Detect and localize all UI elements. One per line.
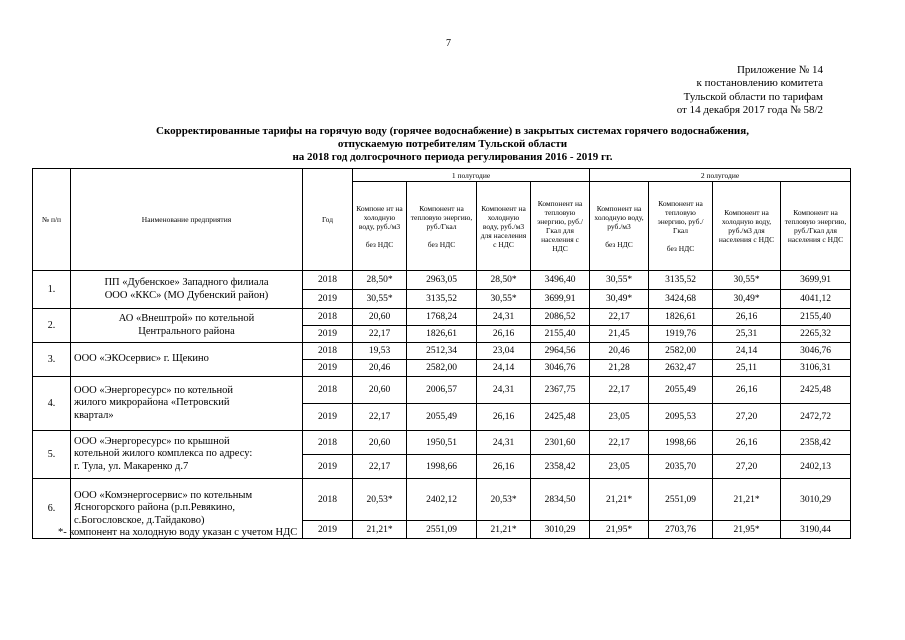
tariff-value: 25,11 [713, 360, 781, 377]
tariff-value: 3106,31 [781, 360, 851, 377]
year-cell: 2019 [303, 455, 353, 479]
tariff-value: 20,60 [353, 377, 407, 404]
tariff-value: 2301,60 [531, 431, 590, 455]
tariff-table [32, 168, 851, 539]
header-text: Компонент на тепловую энергию, руб./Гкал [410, 203, 473, 231]
tariff-value: 24,14 [477, 360, 531, 377]
enterprise-name-line: Центрального района [138, 325, 235, 337]
header-name: Наименование предприятия [71, 169, 303, 271]
tariff-value: 21,28 [590, 360, 649, 377]
table-row [33, 431, 851, 455]
tariff-value: 2632,47 [649, 360, 713, 377]
year-cell: 2019 [303, 404, 353, 431]
tariff-value: 2582,00 [407, 360, 477, 377]
tariff-value: 3190,44 [781, 521, 851, 539]
enterprise-name [71, 377, 303, 431]
tariff-value: 27,20 [713, 455, 781, 479]
tariff-value: 2035,70 [649, 455, 713, 479]
header-h2-heat-pop: Компонент на тепловую энергию, руб./Гкал для населения с НДС [781, 182, 851, 271]
tariff-value: 1998,66 [649, 431, 713, 455]
tariff-value: 20,46 [590, 343, 649, 360]
header-half2: 2 полугодие [590, 169, 851, 182]
year-cell: 2019 [303, 326, 353, 343]
footnote: *- компонент на холодную воду указан с учетом НДС [58, 527, 298, 538]
tariff-value: 1826,61 [407, 326, 477, 343]
title-line: отпускаемую потребителям Тульской области [337, 138, 568, 150]
tariff-value: 1768,24 [407, 309, 477, 326]
enterprise-name-line: ООО «Энергоресурс» по крышной [74, 435, 230, 447]
tariff-value: 23,05 [590, 404, 649, 431]
header-text: Компоне нт на холодную воду, руб./м3 [356, 203, 403, 231]
header-h1-cold-water [353, 182, 407, 271]
tariff-value: 2963,05 [407, 271, 477, 290]
tariff-value: 1826,61 [649, 309, 713, 326]
tariff-value: 22,17 [353, 326, 407, 343]
tariff-value: 25,31 [713, 326, 781, 343]
tariff-value: 22,17 [353, 455, 407, 479]
tariff-value: 21,95* [713, 521, 781, 539]
tariff-value: 2358,42 [531, 455, 590, 479]
tariff-value: 2265,32 [781, 326, 851, 343]
header-h2-cold-water-pop: Компонент на холодную воду, руб./м3 для населения с НДС [713, 182, 781, 271]
tariff-value: 2964,56 [531, 343, 590, 360]
tariff-value: 21,21* [353, 521, 407, 539]
enterprise-name-line: Ясногорского района (р.п.Ревякино, [74, 502, 236, 514]
tariff-value: 21,21* [590, 479, 649, 521]
tariff-value: 2358,42 [781, 431, 851, 455]
appendix-line: к постановлению комитета [696, 77, 823, 90]
tariff-value: 3699,91 [531, 290, 590, 309]
tariff-value: 21,45 [590, 326, 649, 343]
tariff-value: 3010,29 [781, 479, 851, 521]
tariff-value: 19,53 [353, 343, 407, 360]
tariff-value: 24,14 [713, 343, 781, 360]
header-text: Компонент на тепловую энергию, руб./Гкал [657, 199, 704, 235]
tariff-value: 20,60 [353, 431, 407, 455]
tariff-value: 20,53* [353, 479, 407, 521]
tariff-value: 2425,48 [531, 404, 590, 431]
tariff-value: 2055,49 [649, 377, 713, 404]
tariff-value: 2402,13 [781, 455, 851, 479]
enterprise-name [71, 343, 303, 377]
tariff-value: 1998,66 [407, 455, 477, 479]
tariff-value: 24,31 [477, 431, 531, 455]
tariff-value: 30,49* [590, 290, 649, 309]
tariff-value: 30,55* [713, 271, 781, 290]
table-row [33, 377, 851, 404]
tariff-value: 2703,76 [649, 521, 713, 539]
header-h2-cold-water [590, 182, 649, 271]
enterprise-name-line: ООО «Энергоресурс» по котельной [74, 384, 234, 396]
year-cell: 2018 [303, 479, 353, 521]
tariff-value: 2155,40 [531, 326, 590, 343]
year-cell: 2019 [303, 360, 353, 377]
tariff-value: 21,21* [477, 521, 531, 539]
header-num: № п/п [33, 169, 71, 271]
tariff-value: 3010,29 [531, 521, 590, 539]
year-cell: 2019 [303, 290, 353, 309]
row-number: 1. [33, 271, 71, 309]
enterprise-name [71, 431, 303, 479]
tariff-value: 2367,75 [531, 377, 590, 404]
enterprise-name-line: г. Тула, ул. Макаренко д.7 [74, 460, 189, 472]
tariff-value: 28,50* [477, 271, 531, 290]
tariff-value: 22,17 [590, 377, 649, 404]
tariff-value: 26,16 [713, 431, 781, 455]
document-title [30, 125, 875, 164]
tariff-value: 21,21* [713, 479, 781, 521]
row-number: 2. [33, 309, 71, 343]
tariff-value: 3424,68 [649, 290, 713, 309]
enterprise-name-line: АО «Внештрой» по котельной [118, 313, 255, 324]
tariff-value: 2472,72 [781, 404, 851, 431]
enterprise-name [71, 271, 303, 309]
year-cell: 2018 [303, 431, 353, 455]
enterprise-name-line: ООО «Комэнергосервис» по котельным [74, 489, 253, 501]
tariff-value: 3699,91 [781, 271, 851, 290]
table-row [33, 271, 851, 290]
tariff-value: 22,17 [590, 309, 649, 326]
tariff-value: 30,55* [353, 290, 407, 309]
tariff-value: 2551,09 [407, 521, 477, 539]
tariff-value: 20,53* [477, 479, 531, 521]
tariff-value: 23,05 [590, 455, 649, 479]
header-text: Компонент на холодную воду, руб./м3 [594, 203, 644, 231]
tariff-value: 3046,76 [781, 343, 851, 360]
tariff-value: 2402,12 [407, 479, 477, 521]
row-number: 6. [33, 479, 71, 539]
header-note: без НДС [666, 244, 695, 253]
table-body [33, 271, 851, 539]
tariff-value: 28,50* [353, 271, 407, 290]
table-row [33, 309, 851, 326]
header-h1-heat [407, 182, 477, 271]
tariff-value: 4041,12 [781, 290, 851, 309]
tariff-value: 2425,48 [781, 377, 851, 404]
enterprise-name-line: жилого микрорайона «Петровский [74, 397, 230, 409]
header-h2-heat [649, 182, 713, 271]
tariff-value: 23,04 [477, 343, 531, 360]
tariff-value: 30,49* [713, 290, 781, 309]
year-cell: 2019 [303, 521, 353, 539]
enterprise-name-line: квартал» [74, 409, 114, 421]
appendix-block [563, 64, 823, 118]
title-line: Скорректированные тарифы на горячую воду (горячее водоснабжение) в закрытых системах горячего водоснабжения, [156, 125, 749, 137]
appendix-line: Тульской области по тарифам [683, 90, 823, 103]
table-row [33, 343, 851, 360]
appendix-line: Приложение № 14 [736, 64, 823, 76]
enterprise-name-line: с.Богословское, д.Тайдаково) [74, 514, 205, 526]
tariff-value: 3496,40 [531, 271, 590, 290]
tariff-value: 26,16 [713, 377, 781, 404]
enterprise-name-line: ООО «ККС» (МО Дубенский район) [104, 289, 269, 301]
tariff-value: 2055,49 [407, 404, 477, 431]
tariff-value: 3135,52 [649, 271, 713, 290]
tariff-value: 26,16 [477, 455, 531, 479]
enterprise-name [71, 309, 303, 343]
tariff-value: 30,55* [590, 271, 649, 290]
tariff-value: 20,46 [353, 360, 407, 377]
tariff-value: 2095,53 [649, 404, 713, 431]
year-cell: 2018 [303, 271, 353, 290]
header-h1-cold-water-pop: Компонент на холодную воду, руб./м3 для населения с НДС [477, 182, 531, 271]
row-number: 4. [33, 377, 71, 431]
tariff-value: 30,55* [477, 290, 531, 309]
enterprise-name-line: ПП «Дубенское» Западного филиала [104, 277, 269, 288]
tariff-value: 2551,09 [649, 479, 713, 521]
row-number: 3. [33, 343, 71, 377]
header-note: без НДС [365, 239, 394, 249]
tariff-value: 21,95* [590, 521, 649, 539]
tariff-value: 2006,57 [407, 377, 477, 404]
enterprise-name-line: ООО «ЭКОсервис» г. Щекино [74, 353, 209, 365]
year-cell: 2018 [303, 343, 353, 360]
year-cell: 2018 [303, 309, 353, 326]
tariff-value: 3046,76 [531, 360, 590, 377]
tariff-value: 1919,76 [649, 326, 713, 343]
tariff-value: 26,16 [477, 404, 531, 431]
tariff-value: 24,31 [477, 377, 531, 404]
tariff-value: 26,16 [477, 326, 531, 343]
header-note: без НДС [605, 239, 633, 249]
tariff-value: 3135,52 [407, 290, 477, 309]
tariff-value: 24,31 [477, 309, 531, 326]
tariff-value: 26,16 [713, 309, 781, 326]
tariff-value: 1950,51 [407, 431, 477, 455]
header-note: без НДС [427, 239, 456, 249]
tariff-value: 2834,50 [531, 479, 590, 521]
page-number: 7 [446, 38, 451, 49]
header-year: Год [303, 169, 353, 271]
tariff-value: 2582,00 [649, 343, 713, 360]
tariff-value: 22,17 [353, 404, 407, 431]
year-cell: 2018 [303, 377, 353, 404]
tariff-value: 2086,52 [531, 309, 590, 326]
title-line: на 2018 год долгосрочного периода регулирования 2016 - 2019 гг. [292, 151, 613, 163]
tariff-value: 22,17 [590, 431, 649, 455]
table-row [33, 479, 851, 521]
enterprise-name-line: котельной жилого комплекса по адресу: [74, 448, 253, 460]
tariff-value: 2512,34 [407, 343, 477, 360]
tariff-value: 27,20 [713, 404, 781, 431]
header-h1-heat-pop: Компонент на тепловую энергию, руб./Гкал для населения с НДС [531, 182, 590, 271]
header-half1: 1 полугодие [353, 169, 590, 182]
appendix-line: от 14 декабря 2017 года № 58/2 [676, 104, 823, 117]
row-number: 5. [33, 431, 71, 479]
tariff-value: 2155,40 [781, 309, 851, 326]
tariff-value: 20,60 [353, 309, 407, 326]
